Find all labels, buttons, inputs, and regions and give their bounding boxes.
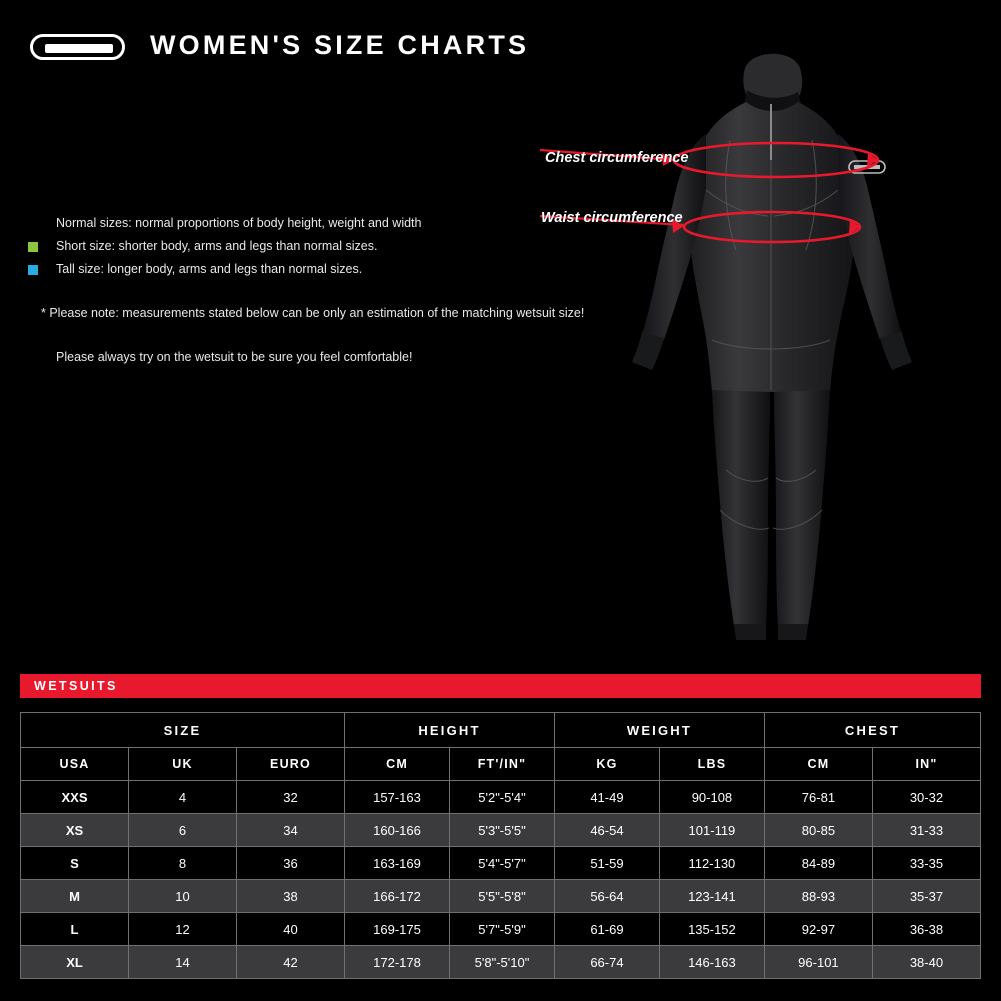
table-unit-header: UK xyxy=(129,748,237,781)
table-cell-size: M xyxy=(21,880,129,913)
suit-right-leg xyxy=(774,390,830,626)
table-cell: 112-130 xyxy=(659,847,764,880)
table-unit-header: FT'/IN" xyxy=(450,748,555,781)
table-cell: 80-85 xyxy=(764,814,872,847)
table-cell: 5'2"-5'4" xyxy=(450,781,555,814)
table-cell: 38-40 xyxy=(872,946,980,979)
table-cell: 12 xyxy=(129,913,237,946)
table-cell: 31-33 xyxy=(872,814,980,847)
note-short-size xyxy=(28,235,498,258)
table-cell: 166-172 xyxy=(345,880,450,913)
ion-logo xyxy=(30,34,125,60)
page-title: WOMEN'S SIZE CHARTS xyxy=(150,30,530,60)
table-cell: 40 xyxy=(237,913,345,946)
table-cell: 5'8"-5'10" xyxy=(450,946,555,979)
table-group-chest: CHEST xyxy=(764,713,980,748)
table-group-row xyxy=(21,713,981,748)
table-cell: 84-89 xyxy=(764,847,872,880)
table-cell: 76-81 xyxy=(764,781,872,814)
table-row xyxy=(21,781,981,814)
table-cell: 172-178 xyxy=(345,946,450,979)
table-cell-size: XL xyxy=(21,946,129,979)
table-unit-header: EURO xyxy=(237,748,345,781)
table-cell: 36 xyxy=(237,847,345,880)
table-cell-size: L xyxy=(21,913,129,946)
table-cell: 123-141 xyxy=(659,880,764,913)
table-unit-header: KG xyxy=(554,748,659,781)
table-cell: 5'5"-5'8" xyxy=(450,880,555,913)
table-unit-header: CM xyxy=(345,748,450,781)
table-cell: 42 xyxy=(237,946,345,979)
table-cell-size: XS xyxy=(21,814,129,847)
wetsuit-illustration xyxy=(530,40,990,660)
table-header xyxy=(21,713,981,781)
table-row xyxy=(21,814,981,847)
ion-logo-bar xyxy=(45,44,113,53)
table-cell: 163-169 xyxy=(345,847,450,880)
table-cell: 46-54 xyxy=(554,814,659,847)
table-group-height: HEIGHT xyxy=(345,713,555,748)
table-cell-size: XXS xyxy=(21,781,129,814)
section-bar-label: WETSUITS xyxy=(34,679,118,693)
notes-spacer-2 xyxy=(28,325,498,346)
table-group-size: SIZE xyxy=(21,713,345,748)
suit-right-cuff xyxy=(880,332,912,370)
table-cell: 66-74 xyxy=(554,946,659,979)
table-cell: 88-93 xyxy=(764,880,872,913)
suit-right-ankle xyxy=(778,624,808,640)
table-cell: 51-59 xyxy=(554,847,659,880)
note-disclaimer: * Please note: measurements stated below can be only an estimation of the matching wetsuit size! xyxy=(41,306,585,320)
table-cell: 36-38 xyxy=(872,913,980,946)
table-group-weight: WEIGHT xyxy=(554,713,764,748)
table-cell: 90-108 xyxy=(659,781,764,814)
table-unit-header: IN" xyxy=(872,748,980,781)
note-short-size-label: Short size: shorter body, arms and legs than normal sizes. xyxy=(56,239,378,253)
table-cell: 32 xyxy=(237,781,345,814)
table-cell: 101-119 xyxy=(659,814,764,847)
suit-left-cuff xyxy=(632,332,664,370)
table-row xyxy=(21,880,981,913)
table-cell: 146-163 xyxy=(659,946,764,979)
table-row xyxy=(21,847,981,880)
suit-left-leg xyxy=(712,390,770,626)
table-cell: 8 xyxy=(129,847,237,880)
table-cell: 38 xyxy=(237,880,345,913)
table-cell: 157-163 xyxy=(345,781,450,814)
table-row xyxy=(21,946,981,979)
table-row xyxy=(21,913,981,946)
table-cell: 5'3"-5'5" xyxy=(450,814,555,847)
table-cell: 169-175 xyxy=(345,913,450,946)
table-units-row xyxy=(21,748,981,781)
table-cell: 160-166 xyxy=(345,814,450,847)
tall-size-swatch xyxy=(28,265,38,275)
wetsuit-figure-svg xyxy=(530,40,990,660)
table-cell: 14 xyxy=(129,946,237,979)
chest-circumference-label: Chest circumference xyxy=(545,150,689,166)
table-unit-header: USA xyxy=(21,748,129,781)
table-cell: 96-101 xyxy=(764,946,872,979)
table-cell: 135-152 xyxy=(659,913,764,946)
table-body xyxy=(21,781,981,979)
table-cell: 61-69 xyxy=(554,913,659,946)
section-bar-wetsuits xyxy=(20,674,981,698)
suit-left-ankle xyxy=(734,624,766,640)
short-size-swatch xyxy=(28,242,38,252)
table-unit-header: CM xyxy=(764,748,872,781)
table-cell: 35-37 xyxy=(872,880,980,913)
table-cell: 34 xyxy=(237,814,345,847)
table-cell: 92-97 xyxy=(764,913,872,946)
table-cell: 6 xyxy=(129,814,237,847)
note-normal-sizes: Normal sizes: normal proportions of body height, weight and width xyxy=(56,216,422,230)
table-unit-header: LBS xyxy=(659,748,764,781)
table-cell-size: S xyxy=(21,847,129,880)
table-cell: 41-49 xyxy=(554,781,659,814)
table-cell: 10 xyxy=(129,880,237,913)
table-cell: 30-32 xyxy=(872,781,980,814)
table-cell: 5'4"-5'7" xyxy=(450,847,555,880)
waist-circumference-label: Waist circumference xyxy=(541,210,683,226)
note-tall-size xyxy=(28,258,498,281)
note-tall-size-label: Tall size: longer body, arms and legs than normal sizes. xyxy=(56,262,363,276)
note-advice: Please always try on the wetsuit to be sure you feel comfortable! xyxy=(56,350,413,364)
notes-block xyxy=(28,212,585,369)
notes-spacer xyxy=(28,281,498,302)
table-cell: 5'7"-5'9" xyxy=(450,913,555,946)
table-cell: 56-64 xyxy=(554,880,659,913)
size-chart-table xyxy=(20,712,981,979)
table-cell: 4 xyxy=(129,781,237,814)
table-cell: 33-35 xyxy=(872,847,980,880)
